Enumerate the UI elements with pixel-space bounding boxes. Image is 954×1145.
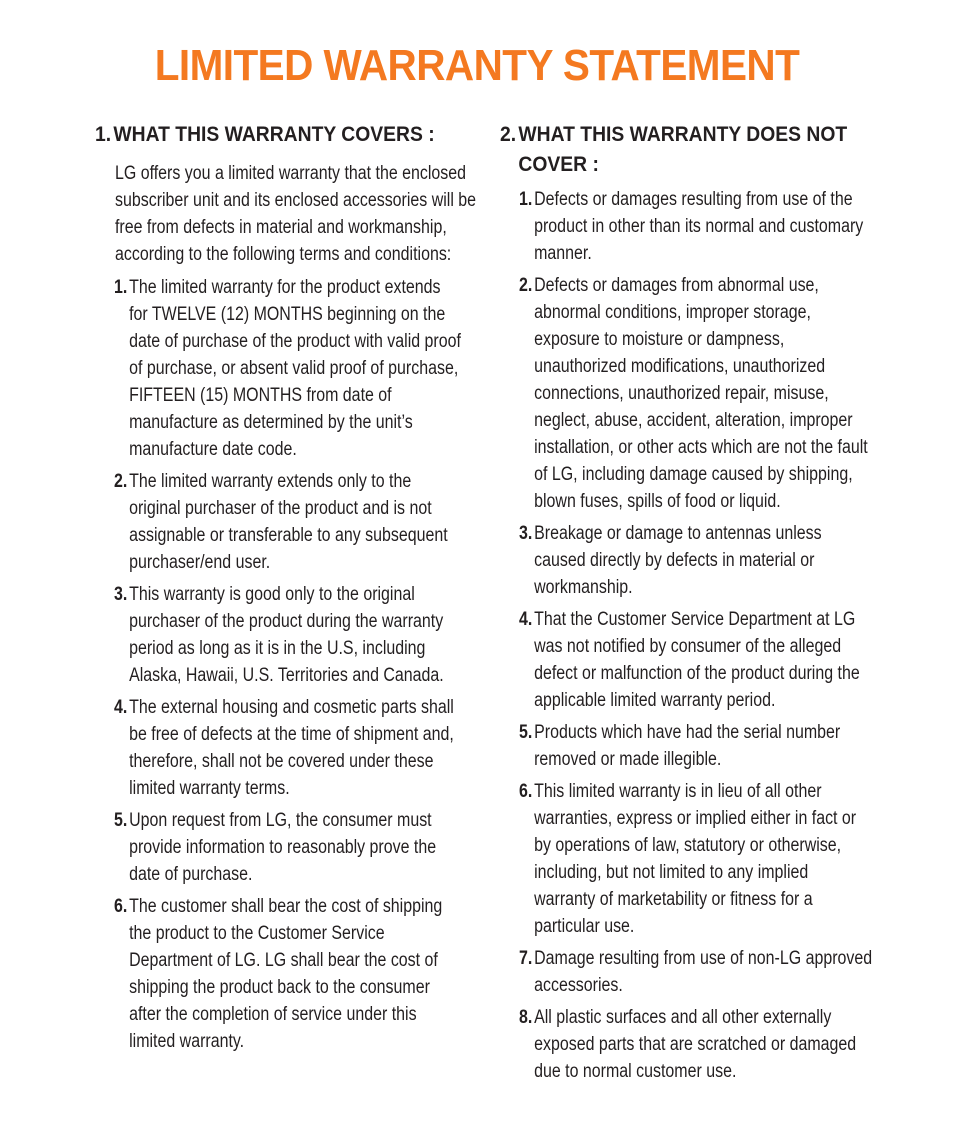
list-item: [519, 272, 873, 515]
item-text: The customer shall bear the cost of shipping the product to the Customer Service Department of LG. LG shall bear the cost of shipping the product back to the consumer after the completion of service under this limited warranty.: [129, 896, 443, 1052]
list-item: [519, 520, 873, 601]
section-heading-text: WHAT THIS WARRANTY COVERS :: [113, 123, 435, 146]
item-number: 5.: [519, 722, 533, 743]
item-text: This warranty is good only to the original purchaser of the product during the warranty period as long as it is in the U.S, including Alaska, Hawaii, U.S. Territories and Canada.: [129, 584, 444, 686]
item-number: 4.: [114, 697, 128, 718]
item-number: 6.: [114, 896, 128, 917]
item-number: 5.: [114, 810, 128, 831]
item-text: Defects or damages resulting from use of the product in other than its normal and customary manner.: [534, 189, 864, 264]
item-number: 6.: [519, 781, 533, 802]
list-item: [114, 893, 461, 1055]
item-text: That the Customer Service Department at LG was not notified by consumer of the alleged defect or malfunction of the product during the applicable limited warranty period.: [534, 609, 860, 711]
covers-list: [114, 274, 467, 1055]
section-heading: [95, 120, 483, 150]
item-text: The external housing and cosmetic parts shall be free of defects at the time of shipment and, therefore, shall not be covered under these limited warranty terms.: [129, 697, 454, 799]
item-text: Breakage or damage to antennas unless caused directly by defects in material or workmanship.: [534, 523, 822, 598]
item-number: 2.: [519, 275, 533, 296]
item-number: 8.: [519, 1007, 533, 1028]
section-heading: [500, 120, 892, 180]
item-text: Damage resulting from use of non-LG approved accessories.: [534, 948, 873, 996]
item-text: The limited warranty extends only to the original purchaser of the product and is not assignable or transferable to any subsequent purchaser/end user.: [129, 471, 448, 573]
list-item: [114, 581, 461, 689]
exclusions-list: [519, 186, 876, 1085]
section-warranty-does-not-cover: [500, 120, 876, 1090]
list-item: [519, 719, 873, 773]
item-number: 4.: [519, 609, 533, 630]
item-number: 2.: [114, 471, 128, 492]
section-heading-text: WHAT THIS WARRANTY DOES NOT COVER :: [518, 123, 848, 176]
section-number: 1.: [95, 123, 112, 146]
list-item: [114, 274, 461, 463]
item-text: The limited warranty for the product extends for TWELVE (12) MONTHS beginning on the date of purchase of the product with valid proof of purchase, or absent valid proof of purchase, FIFTEEN (15) MONTHS from date of manufacture as determined by the unit’s manufacture date code.: [129, 277, 461, 460]
item-text: Defects or damages from abnormal use, abnormal conditions, improper storage, exposure to moisture or dampness, unauthorized modifications, unauthorized connections, unauthorized repair, misuse, neglect, abuse, accident, alteration, improper installation, or other acts which are not the fault of LG, including damage caused by shipping, blown fuses, spills of food or liquid.: [534, 275, 868, 512]
list-item: [519, 945, 873, 999]
page-title: LIMITED WARRANTY STATEMENT: [154, 41, 800, 90]
list-item: [519, 778, 873, 940]
list-item: [519, 1004, 873, 1085]
list-item: [114, 468, 461, 576]
section-intro: LG offers you a limited warranty that the enclosed subscriber unit and its enclosed accessories will be free from defects in material and workmanship, according to the following terms and conditions:: [115, 163, 477, 265]
list-item: [519, 186, 873, 267]
item-number: 3.: [519, 523, 533, 544]
item-text: This limited warranty is in lieu of all other warranties, express or implied either in fact or by operations of law, statutory or otherwise, including, but not limited to any implied warranty of marketability or fitness for a particular use.: [534, 781, 857, 937]
item-number: 3.: [114, 584, 128, 605]
item-text: All plastic surfaces and all other externally exposed parts that are scratched or damaged due to normal customer use.: [534, 1007, 857, 1082]
section-warranty-covers: [95, 120, 477, 1060]
section-number: 2.: [500, 123, 517, 146]
list-item: [519, 606, 873, 714]
item-text: Upon request from LG, the consumer must provide information to reasonably prove the date of purchase.: [129, 810, 437, 885]
list-item: [114, 694, 461, 802]
item-number: 1.: [519, 189, 533, 210]
item-text: Products which have had the serial number removed or made illegible.: [534, 722, 841, 770]
list-item: [114, 807, 461, 888]
item-number: 1.: [114, 277, 128, 298]
item-number: 7.: [519, 948, 533, 969]
